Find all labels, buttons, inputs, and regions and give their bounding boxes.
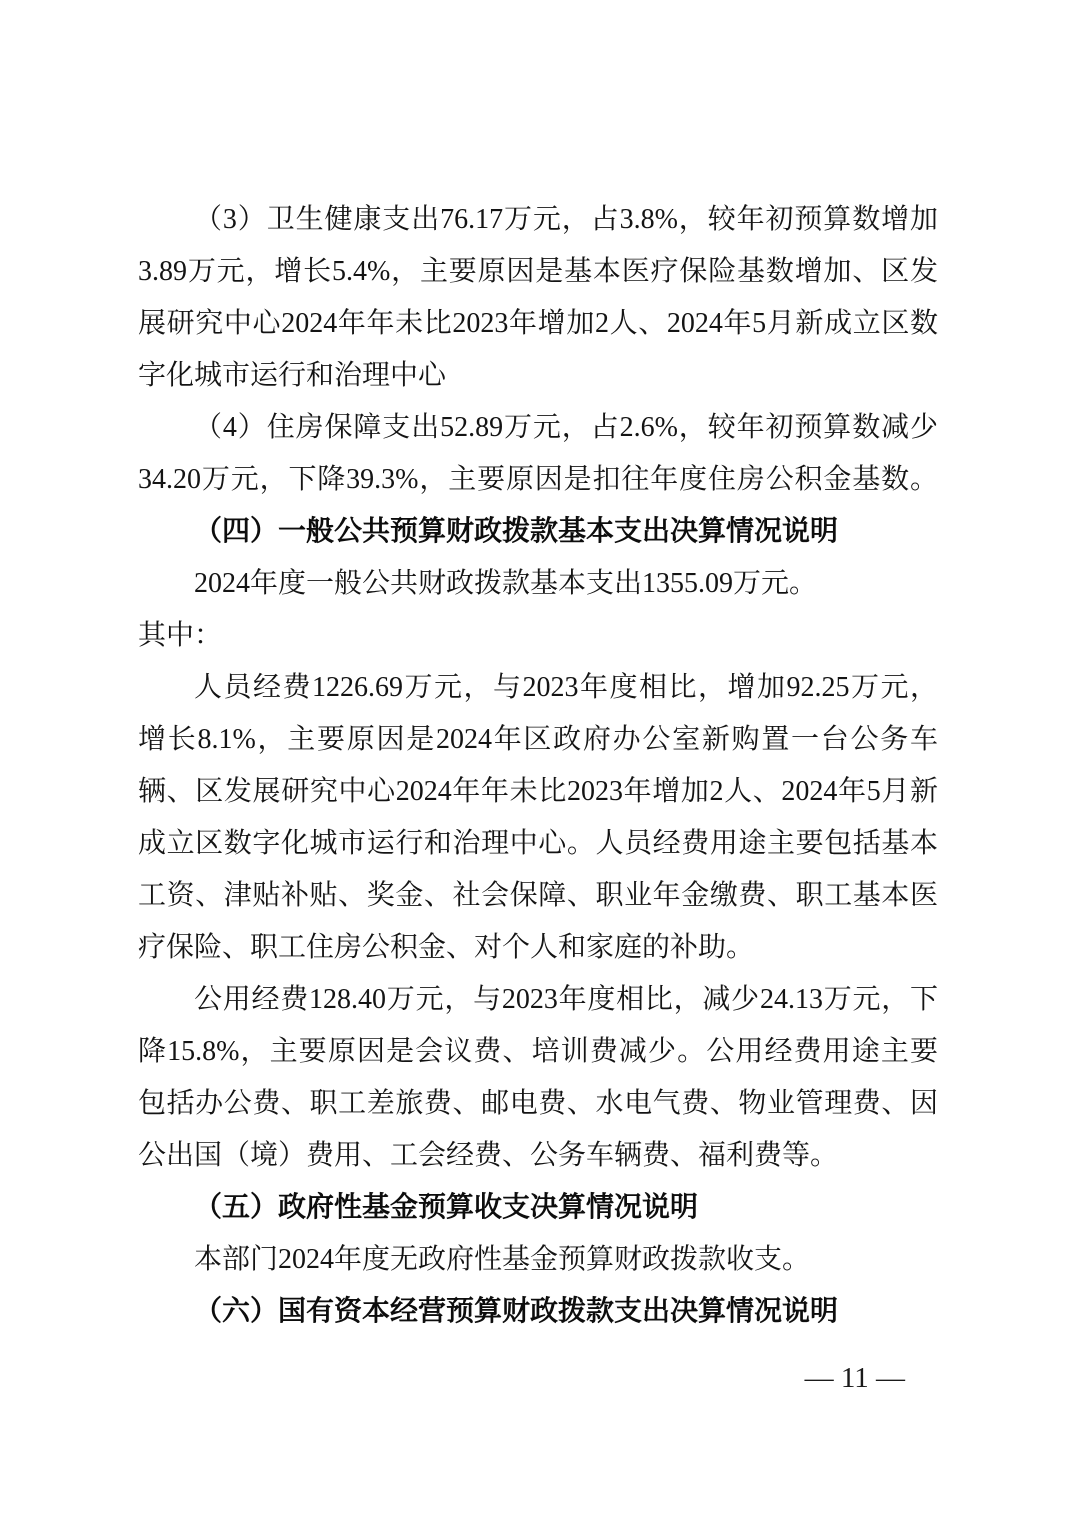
text-line: 疗保险、职工住房公积金、对个人和家庭的补助。	[138, 932, 755, 963]
text-line: 34.20万元，下降39.3%，主要原因是扣往年度住房公积金基数。	[138, 464, 938, 495]
text-line: 本部门2024年度无政府性基金预算财政拨款收支。	[194, 1244, 811, 1275]
text-line: 增长8.1%，主要原因是2024年区政府办公室新购置一台公务车	[138, 724, 938, 755]
text-line: 公出国（境）费用、工会经费、公务车辆费、福利费等。	[138, 1140, 839, 1171]
text-line: 公用经费128.40万元，与2023年度相比，减少24.13万元，下	[194, 984, 938, 1015]
text-line: 其中：	[138, 620, 223, 651]
text-line: 成立区数字化城市运行和治理中心。人员经费用途主要包括基本	[138, 828, 938, 859]
heading-line: （六）国有资本经营预算财政拨款支出决算情况说明	[194, 1296, 839, 1327]
text-line: 降15.8%，主要原因是会议费、培训费减少。公用经费用途主要	[138, 1036, 938, 1067]
text-line: （3）卫生健康支出76.17万元，占3.8%，较年初预算数增加	[194, 204, 938, 235]
text-line: 人员经费1226.69万元，与2023年度相比，增加92.25万元，	[194, 672, 938, 703]
heading-line: （五）政府性基金预算收支决算情况说明	[194, 1192, 699, 1223]
text-line: 辆、区发展研究中心2024年年未比2023年增加2人、2024年5月新	[138, 776, 938, 807]
text-line: （4）住房保障支出52.89万元，占2.6%，较年初预算数减少	[194, 412, 938, 443]
text-line: 展研究中心2024年年未比2023年增加2人、2024年5月新成立区数	[138, 308, 938, 339]
text-line: 2024年度一般公共财政拨款基本支出1355.09万元。	[194, 568, 818, 599]
page-number: — 11 —	[804, 1362, 905, 1394]
heading-line: （四）一般公共预算财政拨款基本支出决算情况说明	[194, 516, 839, 547]
text-line: 工资、津贴补贴、奖金、社会保障、职业年金缴费、职工基本医	[138, 880, 938, 911]
text-line: 包括办公费、职工差旅费、邮电费、水电气费、物业管理费、因	[138, 1088, 938, 1119]
text-line: 字化城市运行和治理中心	[138, 360, 447, 391]
text-line: 3.89万元，增长5.4%，主要原因是基本医疗保险基数增加、区发	[138, 256, 938, 287]
text-block	[138, 194, 938, 1338]
